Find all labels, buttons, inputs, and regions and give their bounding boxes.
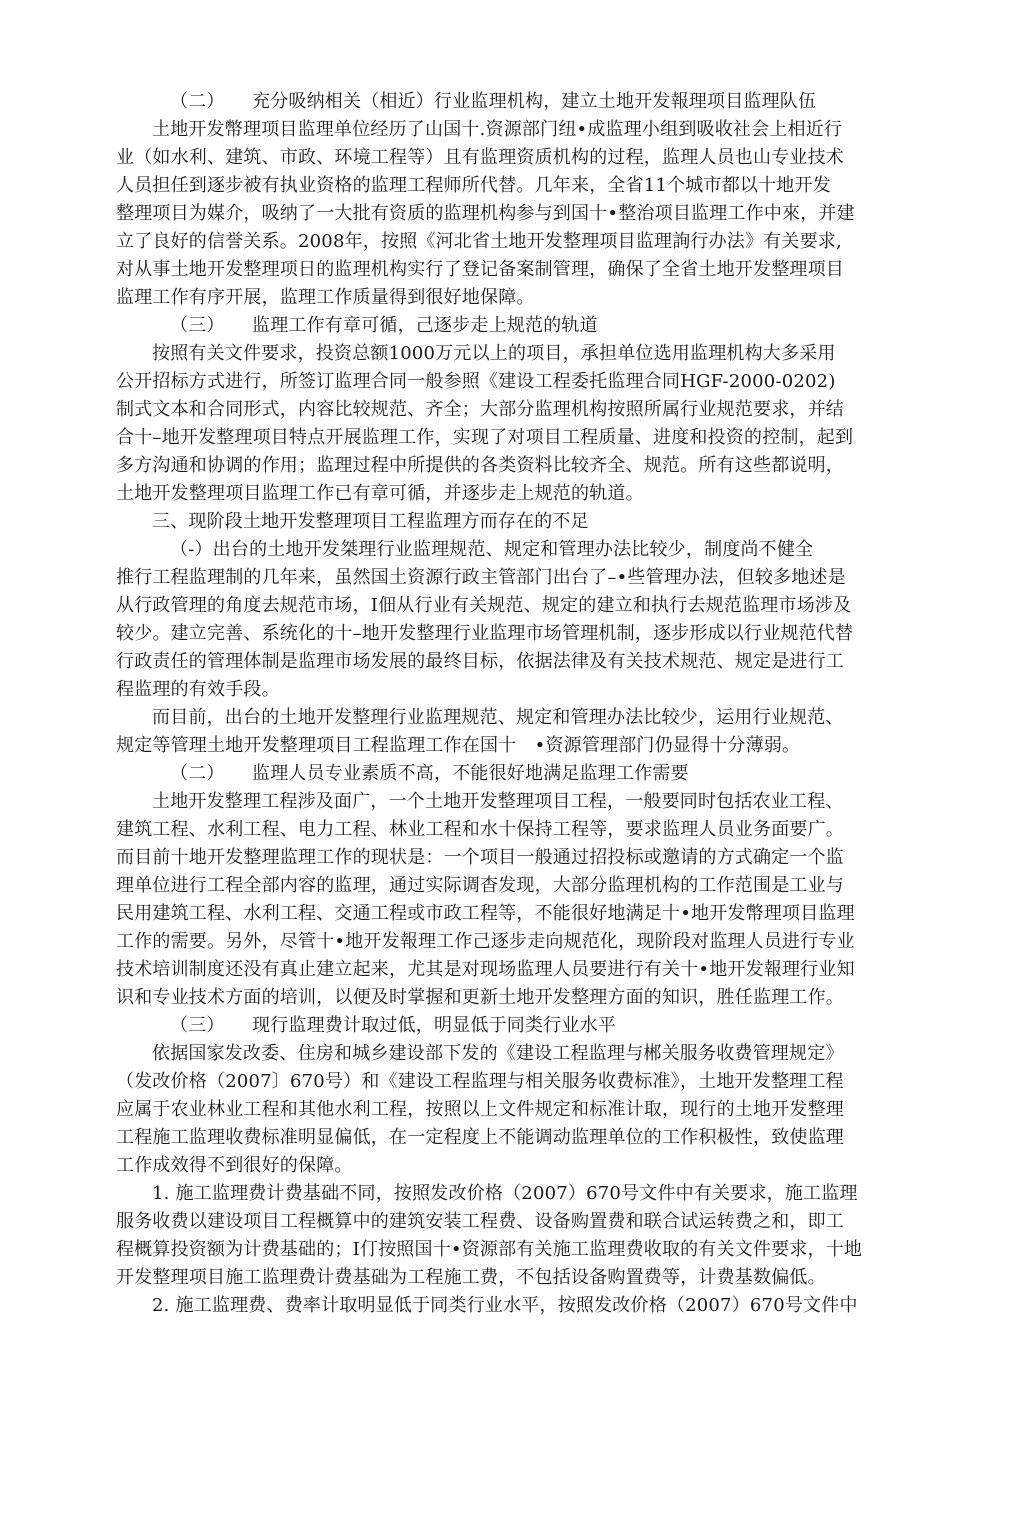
paragraph-line: 技术培训制度还没有真止建立起来，尤其是对现场监理人员要进行有关十•地开发報理行业知 bbox=[116, 959, 855, 980]
paragraph-line: 程监理的有效手段。 bbox=[116, 679, 280, 700]
paragraph-line: 业（如水利、建筑、市政、环境工程等）且有监理资质机构的过程，监理人员也山专业技术 bbox=[116, 147, 844, 168]
paragraph-line: 按照有关文件要求，投资总额1000万元以上的项目，承担单位选用监理机构大多采用 bbox=[152, 343, 836, 364]
paragraph-line: 土地开发整理工程涉及面广，一个土地开发整理项目工程，一般要同时包括农业工程、 bbox=[152, 791, 844, 812]
paragraph-line: 行政责任的管理体制是监理市场发展的最终目标，依据法律及有关技术规范、规定是进行工 bbox=[116, 651, 844, 672]
paragraph-line: 理单位进行工程全部内容的监理，通过实际调杳发现，大部分监理机构的工作范围是工业与 bbox=[116, 875, 844, 896]
paragraph-line: 制式文本和合同形式，内容比较规范、齐全；大部分监理机构按照所属行业规范要求，并结 bbox=[116, 399, 844, 420]
section-heading-3: （三） 现行监理费计取过低，明显低于同类行业水平 bbox=[170, 1015, 616, 1036]
paragraph-line: 对从事土地开发整理项日的监理机构实行了登记备案制管理，确保了全省土地开发整理项目 bbox=[116, 259, 844, 280]
section-heading-1: （-）出台的土地开发桀理行业监理规范、规定和管理办法比较少，制度尚不健全 bbox=[170, 539, 814, 560]
paragraph-line: 多方沟通和协调的作用；监理过程中所提供的各类资料比较齐全、规范。所有这些都说明， bbox=[116, 455, 844, 476]
paragraph-line: 立了良好的信誉关系。2008年，按照《河北省土地开发整理项目监理詢行办法》有关要求, bbox=[116, 231, 842, 252]
paragraph-line: 建筑工程、水利工程、电力工程、林业工程和水十保持工程等，要求监理人员业务面要广。 bbox=[116, 819, 844, 840]
paragraph-line: 整理项目为媒介，吸纳了一大批有资质的监理机构参与到国十•整治项目监理工作中來，并建 bbox=[116, 203, 855, 224]
paragraph-line: 开发整理项目施工监理费计费基础为工程施工费，不包括设备购置费等，计费基数偏低。 bbox=[116, 1267, 826, 1288]
paragraph-line: 服务收费以建设项目工程概算中的建筑安装工程费、设备购置费和联合试运转费之和，即工 bbox=[116, 1211, 844, 1232]
section-heading-2: （二） 监理人员专业素质不高，不能很好地满足监理工作需要 bbox=[170, 763, 689, 784]
numbered-paragraph-1: 1. 施工监理费计费基础不同，按照发改价格（2007）670号文件中有关要求，施工监理 bbox=[152, 1183, 858, 1204]
numbered-paragraph-2: 2. 施工监理费、费率计取明显低于同类行业水平，按照发改价格（2007）670号文件中 bbox=[152, 1295, 858, 1316]
paragraph-line: 推行工程监理制的几年来，虽然国土资源行政主管部门出台了–•些管理办法，但较多地述是 bbox=[116, 567, 846, 588]
paragraph-line: 识和专业技术方面的培训，以便及时掌握和更新土地开发整理方面的知识，胜任监理工作。 bbox=[116, 987, 844, 1008]
paragraph-line: 工作的需要。另外，尽管十•地开发報理工作己逐步走向规范化，现阶段对监理人员进行专业 bbox=[116, 931, 855, 952]
section-heading-2: （二） 充分吸纳相关（相近）行业监理机构，建立土地开发報理项目监理队伍 bbox=[170, 91, 817, 112]
paragraph-line: 土地开发幣理项目监理单位经历了山国十.资源部门纽•成监理小组到吸收社会上相近行 bbox=[152, 119, 843, 140]
paragraph-line: 人员担任到逐步被有执业资格的监理工程师所代替。几年来，全省11个城市都以十地开发 bbox=[116, 175, 831, 196]
paragraph-line: 应属于农业林业工程和其他水利工程，按照以上文件规定和标准计取，现行的土地开发整理 bbox=[116, 1099, 844, 1120]
paragraph-line: （发改价格（2007〕670号）和《建设工程监理与相关服务收费标准》，土地开发整理工程 bbox=[116, 1071, 844, 1092]
paragraph-line: 而目前十地开发整理监理工作的现状是：一个项目一般通过招投标或邀请的方式确定一个监 bbox=[116, 847, 844, 868]
section-heading-3: （三） 监理工作有章可循，己逐步走上规范的轨道 bbox=[170, 315, 598, 336]
chapter-heading-3: 三、现阶段土地开发整理项目工程监理方而存在的不足 bbox=[152, 511, 589, 532]
paragraph-line: 土地开发整理项目监理工作已有章可循，并逐步走上规范的轨道。 bbox=[116, 483, 644, 504]
paragraph-line: 工程施工监理收费标准明显偏低，在一定程度上不能调动监理单位的工作积极性，致使监理 bbox=[116, 1127, 844, 1148]
paragraph-line: 程概算投资额为计费基础的；I仃按照国十•资源部有关施工监理费收取的有关文件要求，十地 bbox=[116, 1239, 863, 1260]
paragraph-line: 而目前，出台的土地开发整理行业监理规范、规定和管理办法比较少，运用行业规范、 bbox=[152, 707, 844, 728]
paragraph-line: 工作成效得不到很好的保障。 bbox=[116, 1155, 353, 1176]
paragraph-line: 公开招标方式进行，所签订监理合同一般参照《建设工程委托监理合同HGF-2000-0202) bbox=[116, 371, 836, 392]
paragraph-line: 较少。建立完善、系统化的十–地开发整理行业监理市场管理机制，逐步形成以行业规范代替 bbox=[116, 623, 854, 644]
paragraph-line: 规定等管理土地开发整理项目工程监理工作在国十 •资源管理部门仍显得十分薄弱。 bbox=[116, 735, 801, 756]
paragraph-line: 民用建筑工程、水利工程、交通工程或市政工程等，不能很好地满足十•地开发幣理项目监理 bbox=[116, 903, 855, 924]
paragraph-line: 从行政管理的角度去规范市场，I佃从行业有关规范、规定的建立和执行去规范监理市场涉及 bbox=[116, 595, 852, 616]
paragraph-line: 监理工作有序开展，监理工作质量得到很好地保障。 bbox=[116, 287, 535, 308]
paragraph-line: 依据国家发改委、住房和城乡建设部下发的《建设工程监理与郴关服务收费管理规定》 bbox=[152, 1043, 844, 1064]
paragraph-line: 合十–地开发整理项目特点开展监理工作，实现了对项目工程质量、进度和投资的控制，起到 bbox=[116, 427, 854, 448]
